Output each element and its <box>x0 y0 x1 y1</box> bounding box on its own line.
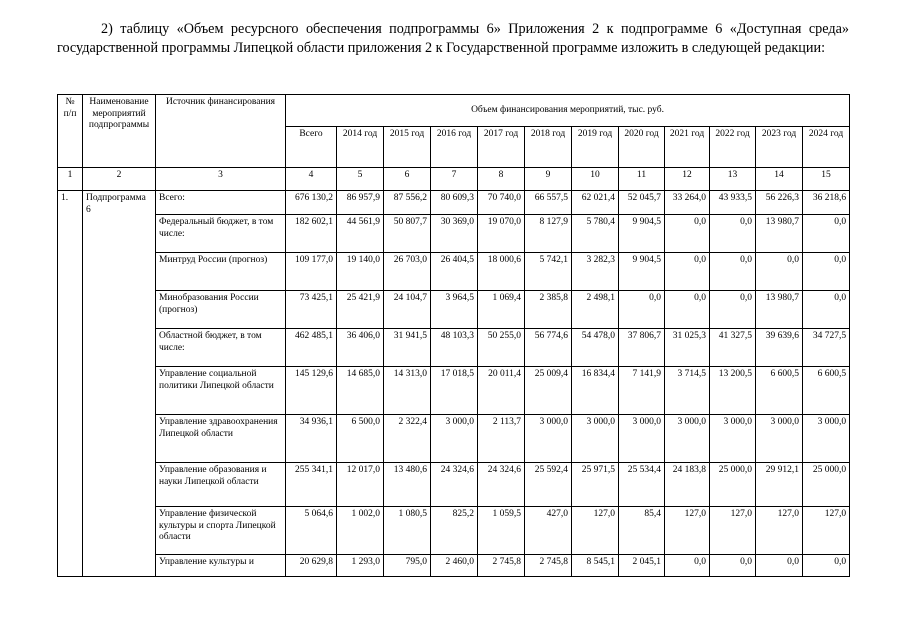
row-value: 0,0 <box>756 253 803 291</box>
column-number: 14 <box>756 168 803 191</box>
row-source: Управление образования и науки Липецкой области <box>156 463 286 507</box>
row-source: Минтруд России (прогноз) <box>156 253 286 291</box>
row-value: 34 727,5 <box>803 329 850 367</box>
row-value: 127,0 <box>572 507 619 555</box>
row-value: 17 018,5 <box>431 367 478 415</box>
table-row <box>58 215 850 253</box>
row-value: 1 002,0 <box>337 507 384 555</box>
row-value: 0,0 <box>803 291 850 329</box>
row-value: 2 045,1 <box>619 555 665 577</box>
row-value: 56 226,3 <box>756 191 803 215</box>
row-value: 24 183,8 <box>665 463 710 507</box>
row-value: 31 941,5 <box>384 329 431 367</box>
row-value: 26 404,5 <box>431 253 478 291</box>
row-value: 25 009,4 <box>525 367 572 415</box>
row-value: 427,0 <box>525 507 572 555</box>
row-total: 182 602,1 <box>286 215 337 253</box>
column-number: 1 <box>58 168 83 191</box>
row-value: 2 385,8 <box>525 291 572 329</box>
row-value: 3 282,3 <box>572 253 619 291</box>
row-value: 3 000,0 <box>803 415 850 463</box>
row-value: 39 639,6 <box>756 329 803 367</box>
row-total: 20 629,8 <box>286 555 337 577</box>
row-value: 9 904,5 <box>619 253 665 291</box>
row-source: Управление физической культуры и спорта Липецкой области <box>156 507 286 555</box>
row-source: Управление здравоохранения Липецкой области <box>156 415 286 463</box>
row-value: 2 322,4 <box>384 415 431 463</box>
row-value: 14 313,0 <box>384 367 431 415</box>
row-value: 25 421,9 <box>337 291 384 329</box>
row-value: 825,2 <box>431 507 478 555</box>
row-total: 34 936,1 <box>286 415 337 463</box>
column-number: 9 <box>525 168 572 191</box>
row-source: Управление социальной политики Липецкой области <box>156 367 286 415</box>
row-value: 3 000,0 <box>665 415 710 463</box>
header-source: Источник финансирования <box>156 95 286 168</box>
row-value: 3 000,0 <box>572 415 619 463</box>
program-num: 1. <box>58 191 83 577</box>
row-value: 6 600,5 <box>803 367 850 415</box>
row-value: 62 021,4 <box>572 191 619 215</box>
row-total: 145 129,6 <box>286 367 337 415</box>
row-value: 3 714,5 <box>665 367 710 415</box>
row-value: 0,0 <box>803 253 850 291</box>
row-value: 127,0 <box>756 507 803 555</box>
row-value: 6 600,5 <box>756 367 803 415</box>
row-value: 44 561,9 <box>337 215 384 253</box>
column-number: 2 <box>83 168 156 191</box>
header-num: № п/п <box>58 95 83 168</box>
header-year: 2014 год <box>337 127 384 168</box>
header-year: 2019 год <box>572 127 619 168</box>
row-source: Всего: <box>156 191 286 215</box>
row-value: 50 255,0 <box>478 329 525 367</box>
row-value: 127,0 <box>665 507 710 555</box>
row-value: 0,0 <box>710 215 756 253</box>
row-value: 29 912,1 <box>756 463 803 507</box>
row-value: 0,0 <box>665 291 710 329</box>
row-value: 48 103,3 <box>431 329 478 367</box>
row-value: 1 059,5 <box>478 507 525 555</box>
row-value: 3 964,5 <box>431 291 478 329</box>
header-year: 2023 год <box>756 127 803 168</box>
row-value: 25 000,0 <box>710 463 756 507</box>
header-year: 2022 год <box>710 127 756 168</box>
header-row-1 <box>58 95 850 127</box>
row-value: 37 806,7 <box>619 329 665 367</box>
header-year: 2024 год <box>803 127 850 168</box>
row-value: 20 011,4 <box>478 367 525 415</box>
intro-paragraph <box>57 20 849 58</box>
row-value: 127,0 <box>803 507 850 555</box>
row-source: Минобразования России (прогноз) <box>156 291 286 329</box>
row-value: 5 780,4 <box>572 215 619 253</box>
row-value: 5 742,1 <box>525 253 572 291</box>
row-value: 36 406,0 <box>337 329 384 367</box>
row-total: 255 341,1 <box>286 463 337 507</box>
column-number: 15 <box>803 168 850 191</box>
header-name: Наименование мероприятий подпрограммы <box>83 95 156 168</box>
row-value: 52 045,7 <box>619 191 665 215</box>
row-value: 86 957,9 <box>337 191 384 215</box>
row-value: 85,4 <box>619 507 665 555</box>
row-value: 0,0 <box>665 215 710 253</box>
row-value: 795,0 <box>384 555 431 577</box>
column-number: 11 <box>619 168 665 191</box>
row-value: 3 000,0 <box>431 415 478 463</box>
row-value: 1 069,4 <box>478 291 525 329</box>
row-value: 2 498,1 <box>572 291 619 329</box>
column-number: 5 <box>337 168 384 191</box>
row-total: 462 485,1 <box>286 329 337 367</box>
column-number: 4 <box>286 168 337 191</box>
row-value: 9 904,5 <box>619 215 665 253</box>
row-value: 16 834,4 <box>572 367 619 415</box>
row-value: 0,0 <box>665 253 710 291</box>
row-value: 24 324,6 <box>431 463 478 507</box>
row-value: 0,0 <box>710 253 756 291</box>
row-total: 676 130,2 <box>286 191 337 215</box>
row-value: 80 609,3 <box>431 191 478 215</box>
row-value: 33 264,0 <box>665 191 710 215</box>
row-value: 24 324,6 <box>478 463 525 507</box>
table-row <box>58 415 850 463</box>
row-value: 127,0 <box>710 507 756 555</box>
row-value: 2 745,8 <box>525 555 572 577</box>
row-value: 54 478,0 <box>572 329 619 367</box>
row-value: 2 460,0 <box>431 555 478 577</box>
row-total: 109 177,0 <box>286 253 337 291</box>
row-value: 14 685,0 <box>337 367 384 415</box>
row-value: 50 807,7 <box>384 215 431 253</box>
row-value: 0,0 <box>803 215 850 253</box>
row-value: 25 534,4 <box>619 463 665 507</box>
header-year: 2018 год <box>525 127 572 168</box>
table-row <box>58 463 850 507</box>
row-value: 18 000,6 <box>478 253 525 291</box>
row-source: Федеральный бюджет, в том числе: <box>156 215 286 253</box>
row-value: 13 200,5 <box>710 367 756 415</box>
row-value: 2 745,8 <box>478 555 525 577</box>
row-value: 3 000,0 <box>525 415 572 463</box>
row-value: 8 127,9 <box>525 215 572 253</box>
row-source: Управление культуры и <box>156 555 286 577</box>
header-year: 2015 год <box>384 127 431 168</box>
row-value: 13 480,6 <box>384 463 431 507</box>
row-value: 19 140,0 <box>337 253 384 291</box>
row-value: 1 293,0 <box>337 555 384 577</box>
column-number: 12 <box>665 168 710 191</box>
row-value: 0,0 <box>756 555 803 577</box>
row-value: 25 592,4 <box>525 463 572 507</box>
row-value: 31 025,3 <box>665 329 710 367</box>
header-year: 2021 год <box>665 127 710 168</box>
column-number: 8 <box>478 168 525 191</box>
row-value: 87 556,2 <box>384 191 431 215</box>
row-value: 3 000,0 <box>619 415 665 463</box>
column-number: 10 <box>572 168 619 191</box>
column-number: 7 <box>431 168 478 191</box>
row-value: 66 557,5 <box>525 191 572 215</box>
row-value: 7 141,9 <box>619 367 665 415</box>
table-row <box>58 191 850 215</box>
header-year: 2017 год <box>478 127 525 168</box>
row-value: 56 774,6 <box>525 329 572 367</box>
row-value: 3 000,0 <box>710 415 756 463</box>
table-row <box>58 367 850 415</box>
row-value: 8 545,1 <box>572 555 619 577</box>
table-row <box>58 329 850 367</box>
program-name: Подпрограмма 6 <box>83 191 156 577</box>
row-value: 13 980,7 <box>756 215 803 253</box>
row-value: 70 740,0 <box>478 191 525 215</box>
column-number: 3 <box>156 168 286 191</box>
table-row <box>58 555 850 577</box>
row-source: Областной бюджет, в том числе: <box>156 329 286 367</box>
row-value: 41 327,5 <box>710 329 756 367</box>
row-value: 13 980,7 <box>756 291 803 329</box>
header-year: 2016 год <box>431 127 478 168</box>
row-value: 30 369,0 <box>431 215 478 253</box>
intro-text: 2) таблицу «Объем ресурсного обеспечения подпрограммы 6» Приложения 2 к подпрограмме 6 «Доступная среда» государственной программы Липецкой области приложения 2 к Государственной программе изложить в следующей редакции: <box>57 21 849 56</box>
row-value: 25 971,5 <box>572 463 619 507</box>
table-row <box>58 507 850 555</box>
row-value: 43 933,5 <box>710 191 756 215</box>
row-value: 0,0 <box>803 555 850 577</box>
table-row <box>58 291 850 329</box>
row-value: 26 703,0 <box>384 253 431 291</box>
row-value: 3 000,0 <box>756 415 803 463</box>
row-value: 0,0 <box>619 291 665 329</box>
column-number: 13 <box>710 168 756 191</box>
row-value: 24 104,7 <box>384 291 431 329</box>
row-value: 0,0 <box>710 555 756 577</box>
column-number: 6 <box>384 168 431 191</box>
financing-table <box>57 94 850 577</box>
row-value: 0,0 <box>710 291 756 329</box>
table-row <box>58 253 850 291</box>
column-number-row <box>58 168 850 191</box>
header-volume: Объем финансирования мероприятий, тыс. руб. <box>286 95 850 127</box>
row-value: 19 070,0 <box>478 215 525 253</box>
header-year: 2020 год <box>619 127 665 168</box>
row-value: 1 080,5 <box>384 507 431 555</box>
row-value: 2 113,7 <box>478 415 525 463</box>
header-total: Всего <box>286 127 337 168</box>
row-total: 73 425,1 <box>286 291 337 329</box>
row-value: 12 017,0 <box>337 463 384 507</box>
row-value: 0,0 <box>665 555 710 577</box>
row-value: 25 000,0 <box>803 463 850 507</box>
row-value: 36 218,6 <box>803 191 850 215</box>
row-value: 6 500,0 <box>337 415 384 463</box>
row-total: 5 064,6 <box>286 507 337 555</box>
